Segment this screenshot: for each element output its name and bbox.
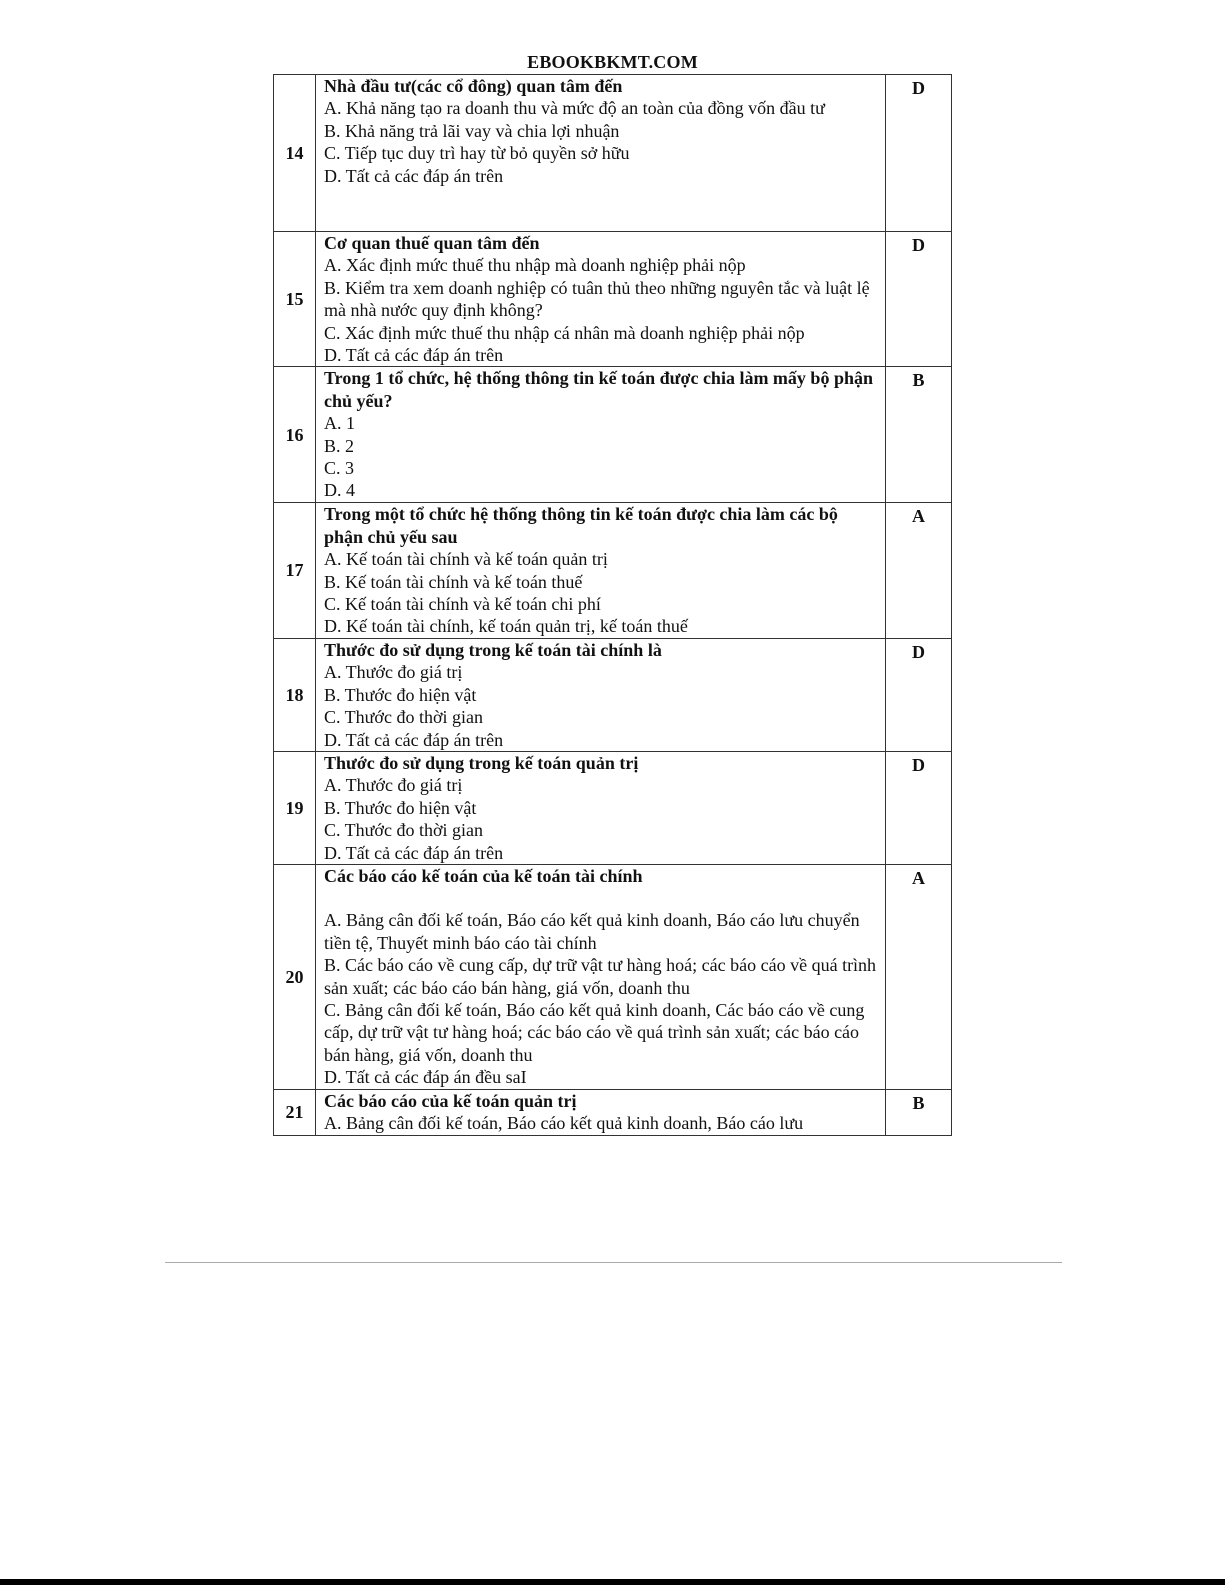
question-text: Trong 1 tổ chức, hệ thống thông tin kế toán được chia làm mấy bộ phận chủ yếu? bbox=[324, 368, 873, 411]
table-row bbox=[274, 503, 952, 638]
site-header: EBOOKBKMT.COM bbox=[527, 52, 698, 72]
option-a: A. Khả năng tạo ra doanh thu và mức độ an toàn của đồng vốn đầu tư bbox=[324, 98, 825, 119]
option-c: C. Bảng cân đối kế toán, Báo cáo kết quả kinh doanh, Các báo cáo về cung cấp, dự trữ vật tư hàng hoá; các báo cáo về quá trình sản xuất; các báo cáo bán hàng, giá vốn, doanh thu bbox=[324, 999, 865, 1065]
answer-key: D bbox=[886, 232, 952, 367]
option-d: D. Kế toán tài chính, kế toán quản trị, kế toán thuế bbox=[324, 616, 688, 637]
answer-key: D bbox=[886, 638, 952, 751]
answer-key: A bbox=[886, 503, 952, 638]
option-d: D. Tất cả các đáp án trên bbox=[324, 345, 504, 366]
answer-key: B bbox=[886, 1089, 952, 1135]
table-row bbox=[274, 864, 952, 1089]
page-bottom-border bbox=[0, 1579, 1225, 1585]
question-content bbox=[316, 1089, 886, 1135]
question-text: Nhà đầu tư(các cổ đông) quan tâm đến bbox=[324, 76, 623, 96]
option-c: C. Xác định mức thuế thu nhập cá nhân mà doanh nghiệp phải nộp bbox=[324, 322, 805, 343]
answer-key: B bbox=[886, 367, 952, 503]
question-text: Cơ quan thuế quan tâm đến bbox=[324, 233, 540, 253]
option-c: C. Kế toán tài chính và kế toán chi phí bbox=[324, 594, 601, 615]
footer-divider bbox=[165, 1262, 1062, 1263]
question-number: 21 bbox=[274, 1089, 316, 1135]
blank-line bbox=[324, 887, 879, 909]
option-a: A. 1 bbox=[324, 413, 355, 434]
question-number: 18 bbox=[274, 638, 316, 751]
option-a: A. Bảng cân đối kế toán, Báo cáo kết quả kinh doanh, Báo cáo lưu chuyển tiền tệ, Thuyết minh báo cáo tài chính bbox=[324, 910, 860, 953]
option-c: C. Tiếp tục duy trì hay từ bỏ quyền sở hữu bbox=[324, 143, 630, 164]
option-b: B. Khả năng trả lãi vay và chia lợi nhuận bbox=[324, 120, 620, 141]
option-c: C. Thước đo thời gian bbox=[324, 707, 483, 728]
answer-key: D bbox=[886, 751, 952, 864]
question-text: Các báo cáo của kế toán quản trị bbox=[324, 1090, 577, 1111]
option-c: C. Thước đo thời gian bbox=[324, 820, 483, 841]
question-number: 20 bbox=[274, 864, 316, 1089]
option-a: A. Kế toán tài chính và kế toán quản trị bbox=[324, 549, 608, 570]
table-row bbox=[274, 638, 952, 751]
table-row bbox=[274, 75, 952, 232]
option-d: D. Tất cả các đáp án trên bbox=[324, 165, 504, 186]
option-b: B. Kiểm tra xem doanh nghiệp có tuân thủ theo những nguyên tắc và luật lệ mà nhà nước quy định không? bbox=[324, 277, 870, 321]
option-a: A. Bảng cân đối kế toán, Báo cáo kết quả kinh doanh, Báo cáo lưu bbox=[324, 1113, 804, 1134]
question-content bbox=[316, 638, 886, 751]
question-text: Các báo cáo kế toán của kế toán tài chính bbox=[324, 865, 643, 886]
option-b: B. 2 bbox=[324, 435, 355, 456]
question-number: 17 bbox=[274, 503, 316, 638]
option-d: D. Tất cả các đáp án trên bbox=[324, 729, 504, 750]
option-d: D. Tất cả các đáp án đều saI bbox=[324, 1067, 527, 1088]
option-b: B. Thước đo hiện vật bbox=[324, 684, 477, 705]
option-b: B. Các báo cáo về cung cấp, dự trữ vật tư hàng hoá; các báo cáo về quá trình sản xuất; các báo cáo bán hàng, giá vốn, doanh thu bbox=[324, 955, 877, 998]
question-text: Trong một tổ chức hệ thống thông tin kế toán được chia làm các bộ phận chủ yếu sau bbox=[324, 504, 838, 547]
answer-key: D bbox=[886, 75, 952, 232]
table-row bbox=[274, 751, 952, 864]
question-content bbox=[316, 751, 886, 864]
option-c: C. 3 bbox=[324, 458, 355, 479]
question-content bbox=[316, 503, 886, 638]
option-b: B. Kế toán tài chính và kế toán thuế bbox=[324, 571, 583, 592]
option-a: A. Xác định mức thuế thu nhập mà doanh nghiệp phải nộp bbox=[324, 255, 746, 276]
question-number: 15 bbox=[274, 232, 316, 367]
option-d: D. 4 bbox=[324, 480, 355, 501]
option-b: B. Thước đo hiện vật bbox=[324, 797, 477, 818]
question-table bbox=[273, 74, 952, 1136]
question-content bbox=[316, 367, 886, 503]
answer-key: A bbox=[886, 864, 952, 1089]
table-row bbox=[274, 1089, 952, 1135]
question-number: 14 bbox=[274, 75, 316, 232]
table-row bbox=[274, 232, 952, 367]
option-d: D. Tất cả các đáp án trên bbox=[324, 842, 504, 863]
question-number: 19 bbox=[274, 751, 316, 864]
option-a: A. Thước đo giá trị bbox=[324, 662, 463, 683]
table-row bbox=[274, 367, 952, 503]
question-content bbox=[316, 864, 886, 1089]
question-text: Thước đo sử dụng trong kế toán tài chính là bbox=[324, 639, 662, 660]
question-content bbox=[316, 75, 886, 232]
option-a: A. Thước đo giá trị bbox=[324, 775, 463, 796]
question-content bbox=[316, 232, 886, 367]
question-text: Thước đo sử dụng trong kế toán quản trị bbox=[324, 752, 639, 773]
question-number: 16 bbox=[274, 367, 316, 503]
